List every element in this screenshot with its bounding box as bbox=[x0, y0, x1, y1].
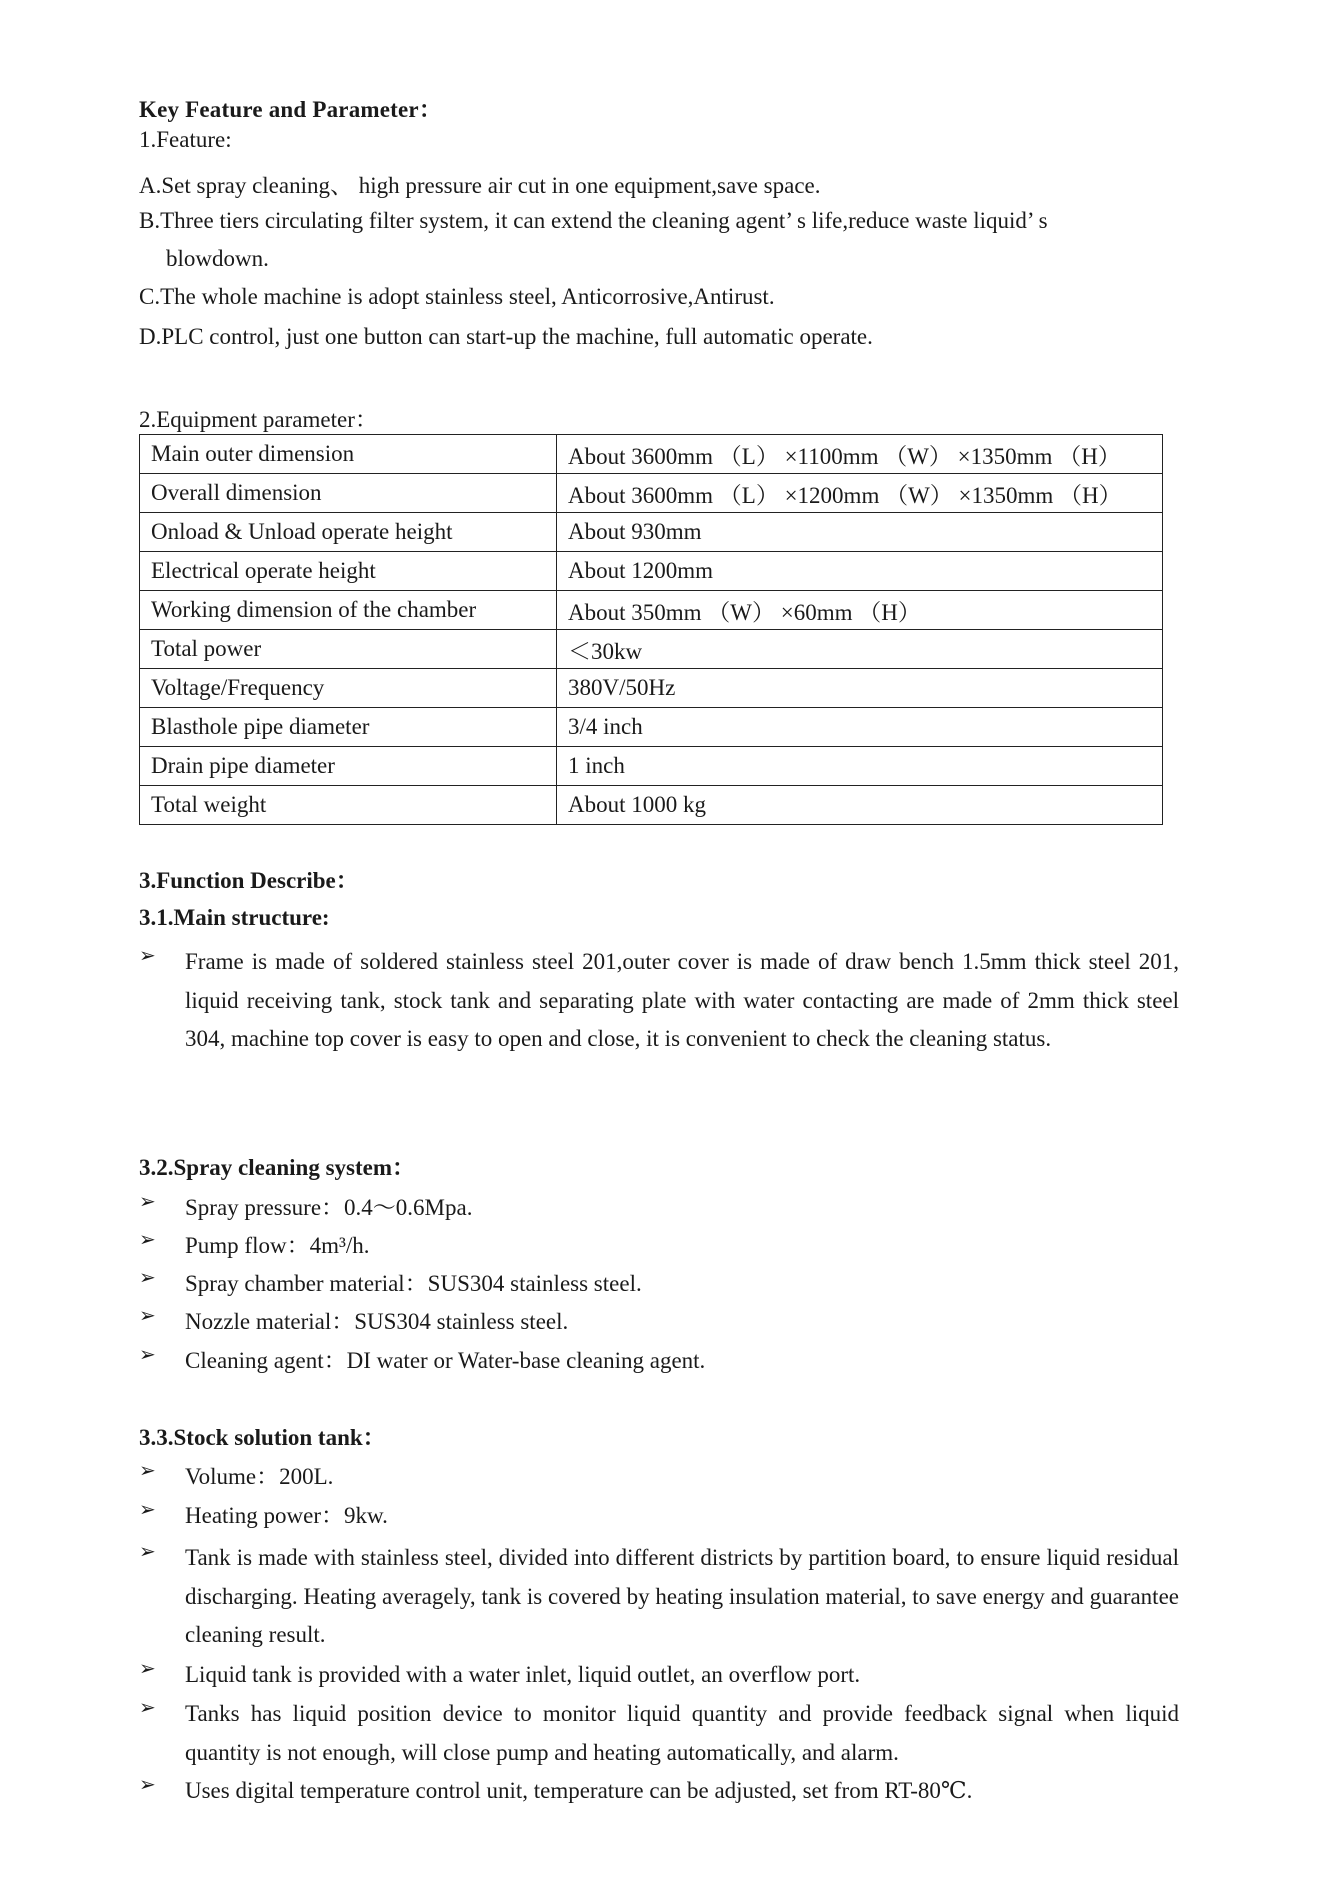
arrow-bullet-icon: ➢ bbox=[139, 1189, 156, 1213]
arrow-bullet-icon: ➢ bbox=[139, 1265, 156, 1289]
arrow-bullet-icon: ➢ bbox=[139, 1695, 156, 1719]
param-name: Working dimension of the chamber bbox=[140, 591, 557, 630]
feature-item-b-cont: blowdown. bbox=[166, 246, 269, 271]
table-row bbox=[140, 747, 1163, 786]
equipment-parameter-table bbox=[139, 434, 1163, 825]
table-row bbox=[140, 630, 1163, 669]
table-row bbox=[140, 552, 1163, 591]
list-item: ➢ Tanks has liquid position device to monitor liquid quantity and provide feedback signal when liquid quantity is not enough, will close pump and heating automatically, and alarm. bbox=[139, 1695, 1179, 1765]
arrow-bullet-icon: ➢ bbox=[139, 1458, 156, 1482]
table-row bbox=[140, 513, 1163, 552]
param-value: About 1000 kg bbox=[557, 786, 1163, 825]
param-name: Blasthole pipe diameter bbox=[140, 708, 557, 747]
param-name: Main outer dimension bbox=[140, 435, 557, 474]
table-row bbox=[140, 591, 1163, 630]
document-page: Key Feature and Parameter： 1.Feature: A.Set spray cleaning、 high pressure air cut in one equipment,save space. B.Three tiers circulating filter system, it can extend the cleaning agent’ s life,reduce waste liquid’ s blowdown. C.The whole machine is adopt stainless steel, Anticorrosive,Antirust. D.PLC control, just one button can start-up the machine, full automatic operate. 2.Equipment parameter： Main outer dimension About 3600mm （L） ×1100mm （W） ×1350mm （H） Overall dimension About 3600mm （L） ×1200mm （W） ×1350mm （H） Onload & Unload operate height About 930mm Electrical operate height About 1200mm Working dimension of the chamber About 350mm （W） ×60mm （H） Total power ＜30kw Voltage/Frequency 380V/50Hz Blasthole pipe diameter 3/4 inch Drain pipe diameter 1 inch Total weight About 1000 kg 3.Function Describe： 3.1.Main structure: ➢ Frame is made of soldered stainless steel 201,outer cover is made of draw bench 1.5mm thick steel 201, liquid receiving tank, stock tank and separating plate with water contacting are made of 2mm thick steel 304, machine top cover is easy to open and close, it is convenient to check the cleaning status. 3.2.Spray cleaning system： ➢ Spray pressure：0.4～0.6Mpa. ➢ Pump flow：4m³/h. ➢ Spray chamber material：SUS304 stainless steel. ➢ Nozzle material：SUS304 stainless steel. ➢ Cleaning agent：DI water or Water-base cleaning agent. 3.3.Stock solution tank： ➢ Volume：200L. ➢ Heating power：9kw. ➢ Tank is made with stainless steel, divided into different districts by partition board, to ensure liquid residual discharging. Heating averagely, tank is covered by heating insulation material, to save energy and guarantee cleaning result. ➢ Liquid tank is provided with a water inlet, liquid outlet, an overflow port. ➢ Tanks has liquid position device to monitor liquid quantity and provide feedback signal when liquid quantity is not enough, will close pump and heating automatically, and alarm. ➢ Uses digital temperature control unit, temperature can be adjusted, set from RT-80℃. bbox=[0, 0, 1337, 1897]
feature-title: 1.Feature: bbox=[139, 127, 232, 152]
param-name: Drain pipe diameter bbox=[140, 747, 557, 786]
stock-tank-title: 3.3.Stock solution tank： bbox=[139, 1425, 386, 1450]
feature-item-d: D.PLC control, just one button can start-up the machine, full automatic operate. bbox=[139, 324, 873, 349]
function-title: 3.Function Describe： bbox=[139, 868, 359, 893]
table-row bbox=[140, 786, 1163, 825]
table-row bbox=[140, 708, 1163, 747]
spray-system-title: 3.2.Spray cleaning system： bbox=[139, 1155, 415, 1180]
arrow-bullet-icon: ➢ bbox=[139, 1656, 156, 1680]
list-item: ➢ Frame is made of soldered stainless steel 201,outer cover is made of draw bench 1.5mm thick steel 201, liquid receiving tank, stock tank and separating plate with water contacting are made of 2mm thick steel 304, machine top cover is easy to open and close, it is convenient to check the cleaning status. bbox=[139, 943, 1179, 1051]
param-name: Overall dimension bbox=[140, 474, 557, 513]
arrow-bullet-icon: ➢ bbox=[139, 1772, 156, 1796]
page-heading: Key Feature and Parameter： bbox=[139, 97, 443, 122]
param-value: 3/4 inch bbox=[557, 708, 1163, 747]
equipment-title: 2.Equipment parameter： bbox=[139, 407, 378, 432]
param-name: Electrical operate height bbox=[140, 552, 557, 591]
arrow-bullet-icon: ➢ bbox=[139, 943, 156, 967]
param-value: About 3600mm （L） ×1100mm （W） ×1350mm （H） bbox=[557, 435, 1163, 474]
param-name: Voltage/Frequency bbox=[140, 669, 557, 708]
list-item: ➢ Tank is made with stainless steel, divided into different districts by partition board, to ensure liquid residual discharging. Heating averagely, tank is covered by heating insulation material, to save energy and guarantee cleaning result. bbox=[139, 1539, 1179, 1647]
arrow-bullet-icon: ➢ bbox=[139, 1303, 156, 1327]
feature-item-b: B.Three tiers circulating filter system, it can extend the cleaning agent’ s life,reduce waste liquid’ s bbox=[139, 208, 1048, 233]
feature-item-c: C.The whole machine is adopt stainless steel, Anticorrosive,Antirust. bbox=[139, 284, 775, 309]
main-structure-title: 3.1.Main structure: bbox=[139, 905, 330, 930]
param-name: Total weight bbox=[140, 786, 557, 825]
table-row bbox=[140, 474, 1163, 513]
arrow-bullet-icon: ➢ bbox=[139, 1539, 156, 1563]
param-name: Onload & Unload operate height bbox=[140, 513, 557, 552]
param-value: About 3600mm （L） ×1200mm （W） ×1350mm （H） bbox=[557, 474, 1163, 513]
arrow-bullet-icon: ➢ bbox=[139, 1342, 156, 1366]
param-value: 1 inch bbox=[557, 747, 1163, 786]
param-value: ＜30kw bbox=[557, 630, 1163, 669]
param-value: About 930mm bbox=[557, 513, 1163, 552]
arrow-bullet-icon: ➢ bbox=[139, 1227, 156, 1251]
table-row bbox=[140, 669, 1163, 708]
param-name: Total power bbox=[140, 630, 557, 669]
param-value: About 350mm （W） ×60mm （H） bbox=[557, 591, 1163, 630]
arrow-bullet-icon: ➢ bbox=[139, 1497, 156, 1521]
feature-item-a: A.Set spray cleaning、 high pressure air cut in one equipment,save space. bbox=[139, 173, 821, 198]
table-row bbox=[140, 435, 1163, 474]
param-value: About 1200mm bbox=[557, 552, 1163, 591]
param-value: 380V/50Hz bbox=[557, 669, 1163, 708]
